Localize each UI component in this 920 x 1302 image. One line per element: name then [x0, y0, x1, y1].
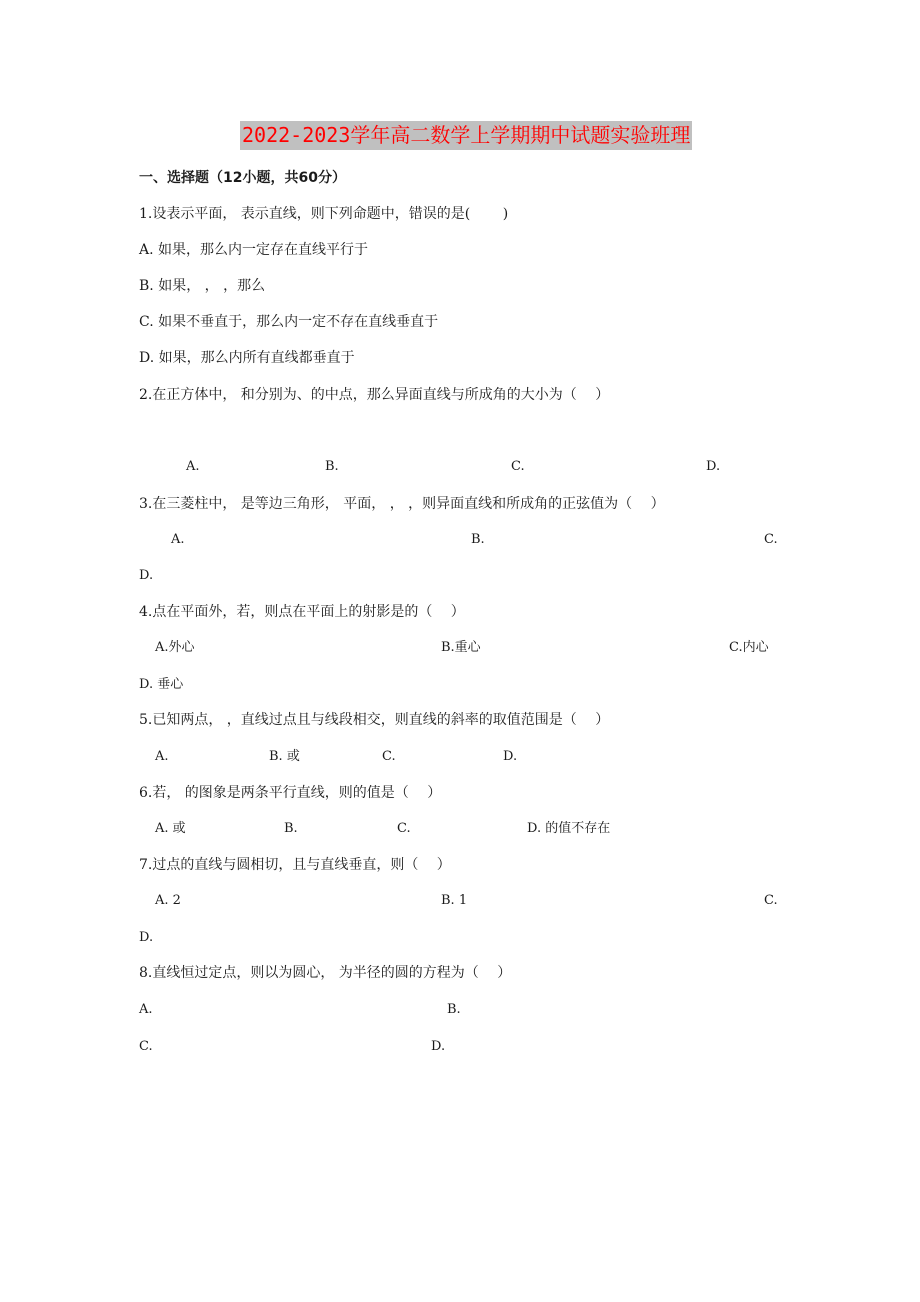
question-4-option-c: C.内心	[729, 640, 769, 655]
question-3-option-c: C.	[764, 532, 778, 547]
question-7-option-c: C.	[764, 893, 778, 908]
question-4-option-b: B.重心	[441, 640, 481, 655]
question-5-option-d: D.	[503, 749, 518, 764]
question-6-option-c: C.	[397, 821, 411, 836]
question-7-option-b: B. 1	[441, 893, 468, 908]
section-heading: 一、选择题（12小题，共60分）	[139, 170, 346, 186]
question-3-option-a: A.	[171, 532, 185, 547]
question-3-option-d: D.	[139, 568, 154, 583]
question-3-option-b: B.	[471, 532, 485, 547]
question-1-option-d: D. 如果，那么内所有直线都垂直于	[139, 350, 355, 366]
question-4-option-a: A.外心	[155, 640, 195, 655]
question-7-stem: 7.过点的直线与圆相切，且与直线垂直，则（ ）	[139, 857, 451, 873]
question-6-stem: 6.若， 的图象是两条平行直线，则的值是（ ）	[139, 785, 442, 801]
question-1-option-a: A. 如果，那么内一定存在直线平行于	[139, 242, 369, 258]
question-8-option-d: D.	[431, 1039, 446, 1054]
question-2-option-d: D.	[706, 459, 721, 474]
question-5-option-c: C.	[382, 749, 396, 764]
question-6-option-b: B.	[284, 821, 298, 836]
question-8-option-a: A.	[139, 1002, 153, 1017]
question-6-option-d: D. 的值不存在	[527, 821, 611, 836]
question-7-option-d: D.	[139, 930, 154, 945]
question-2-option-c: C.	[511, 459, 525, 474]
question-2-option-a: A.	[186, 459, 200, 474]
question-5-option-a: A.	[155, 749, 169, 764]
question-4-stem: 4.点在平面外，若，则点在平面上的射影是的（ ）	[139, 604, 465, 620]
question-5-option-b: B. 或	[269, 749, 300, 764]
question-5-stem: 5.已知两点， ，直线过点且与线段相交，则直线的斜率的取值范围是（ ）	[139, 712, 610, 728]
question-1-option-b: B. 如果， ， ，那么	[139, 278, 266, 294]
question-1-option-c: C. 如果不垂直于，那么内一定不存在直线垂直于	[139, 314, 439, 330]
question-2-option-b: B.	[325, 459, 339, 474]
question-8-option-b: B.	[447, 1002, 461, 1017]
question-8-option-c: C.	[139, 1039, 153, 1054]
document-title: 2022-2023学年高二数学上学期期中试题实验班理	[240, 121, 692, 150]
question-8-stem: 8.直线恒过定点，则以为圆心， 为半径的圆的方程为（ ）	[139, 965, 512, 981]
question-1-stem: 1.设表示平面， 表示直线，则下列命题中，错误的是( )	[139, 206, 509, 222]
question-3-stem: 3.在三菱柱中， 是等边三角形， 平面， ， ，则异面直线和所成角的正弦值为（ ）	[139, 496, 665, 512]
question-2-stem: 2.在正方体中， 和分别为、的中点，那么异面直线与所成角的大小为（ ）	[139, 387, 610, 403]
question-4-option-d: D. 垂心	[139, 677, 184, 692]
question-7-option-a: A. 2	[155, 893, 181, 908]
question-6-option-a: A. 或	[155, 821, 186, 836]
